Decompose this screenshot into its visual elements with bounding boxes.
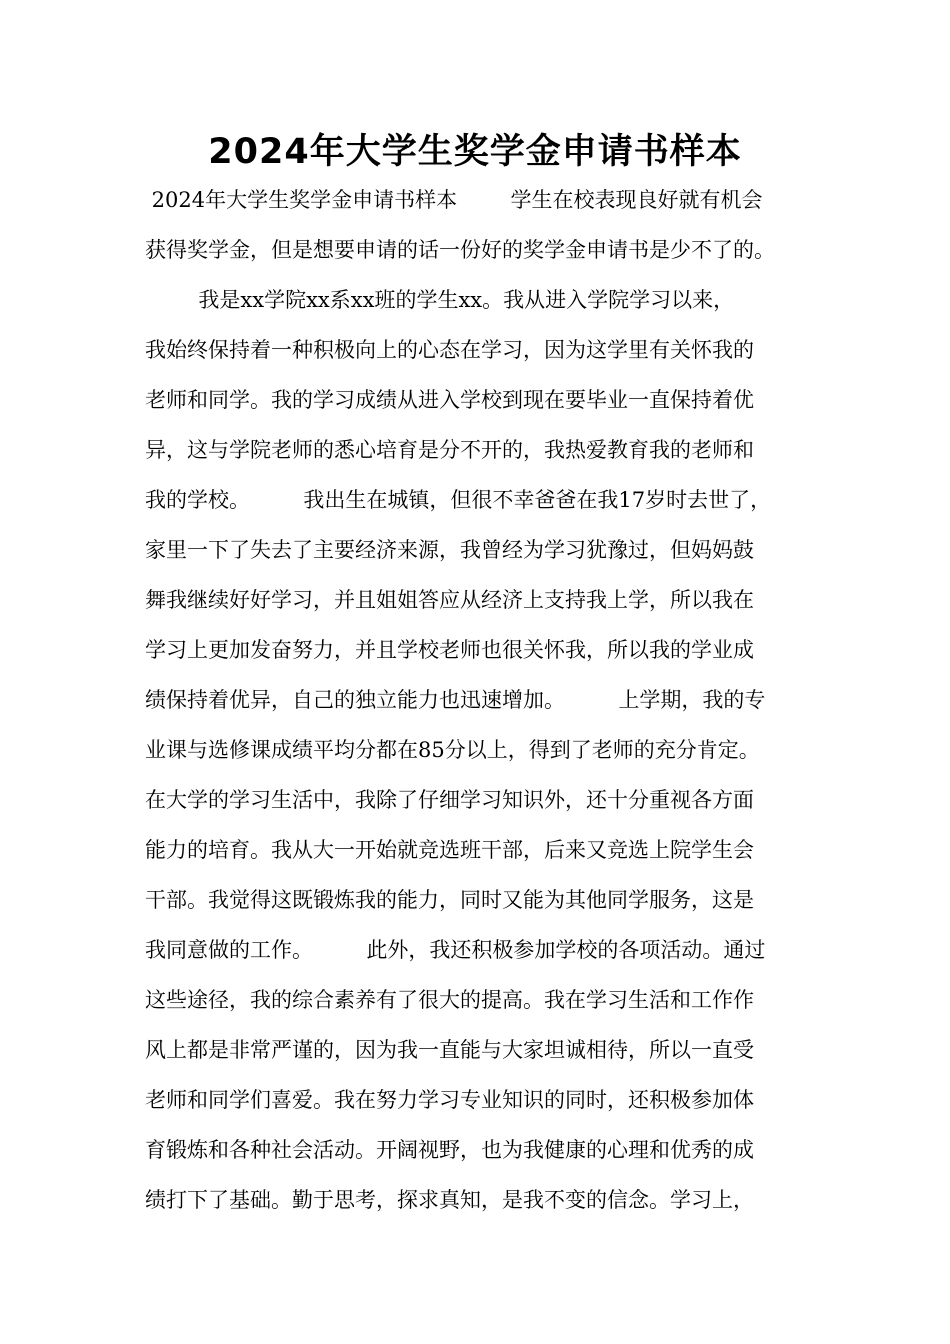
body-line: 老师和同学们喜爱。我在努力学习专业知识的同时，还积极参加体 [145,1088,754,1112]
body-line: 绩保持着优异，自己的独立能力也迅速增加。 上学期，我的专 [145,688,766,712]
body-line: 2024年大学生奖学金申请书样本 学生在校表现良好就有机会 [145,188,763,212]
body-line: 育锻炼和各种社会活动。开阔视野，也为我健康的心理和优秀的成 [145,1138,754,1162]
body-line: 绩打下了基础。勤于思考，探求真知，是我不变的信念。学习上， [145,1188,754,1212]
body-line: 家里一下了失去了主要经济来源，我曾经为学习犹豫过，但妈妈鼓 [145,538,754,562]
body-line: 获得奖学金，但是想要申请的话一份好的奖学金申请书是少不了的。 [145,238,775,262]
body-line: 我始终保持着一种积极向上的心态在学习，因为这学里有关怀我的 [145,338,754,362]
body-line: 我同意做的工作。 此外，我还积极参加学校的各项活动。通过 [145,938,766,962]
body-line: 我的学校。 我出生在城镇，但很不幸爸爸在我17岁时去世了， [145,488,772,512]
body-line: 业课与选修课成绩平均分都在85分以上，得到了老师的充分肯定。 [145,738,760,762]
body-line: 学习上更加发奋努力，并且学校老师也很关怀我，所以我的学业成 [145,638,754,662]
body-line: 舞我继续好好学习，并且姐姐答应从经济上支持我上学，所以我在 [145,588,754,612]
body-line: 异，这与学院老师的悉心培育是分不开的，我热爱教育我的老师和 [145,438,754,462]
body-line: 老师和同学。我的学习成绩从进入学校到现在要毕业一直保持着优 [145,388,754,412]
body-line: 我是xx学院xx系xx班的学生xx。我从进入学院学习以来， [145,288,735,312]
document-body [145,180,825,1230]
body-line: 在大学的学习生活中，我除了仔细学习知识外，还十分重视各方面 [145,788,754,812]
body-line: 这些途径，我的综合素养有了很大的提高。我在学习生活和工作作 [145,988,754,1012]
body-line: 干部。我觉得这既锻炼我的能力，同时又能为其他同学服务，这是 [145,888,754,912]
document-title: 2024年大学生奖学金申请书样本 [208,132,742,172]
body-line: 能力的培育。我从大一开始就竞选班干部，后来又竞选上院学生会 [145,838,754,862]
body-line: 风上都是非常严谨的，因为我一直能与大家坦诚相待，所以一直受 [145,1038,754,1062]
